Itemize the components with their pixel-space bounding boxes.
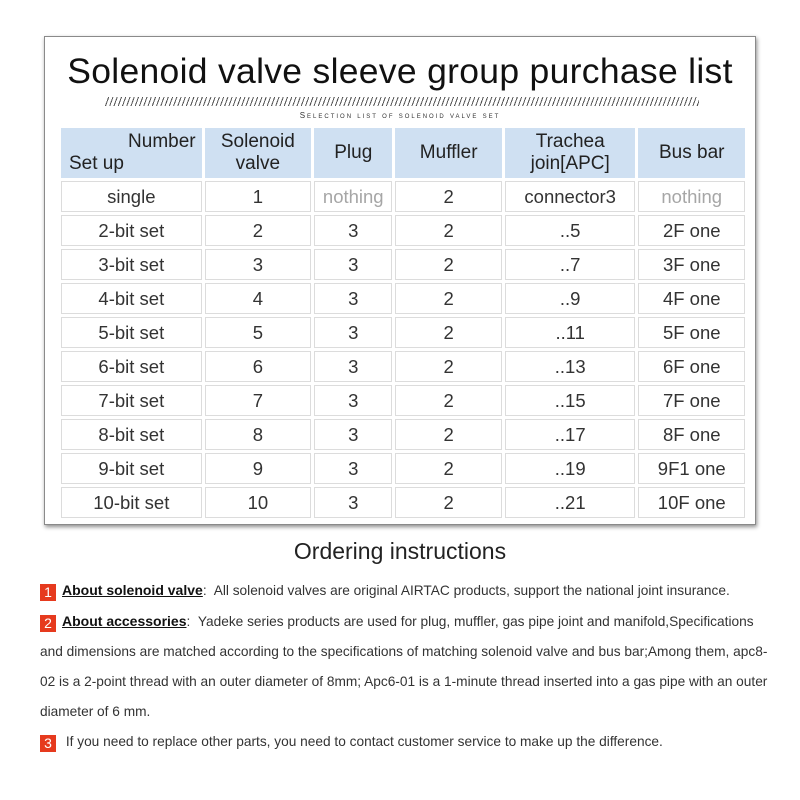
- cell-plug: 3: [314, 283, 392, 314]
- cell-solenoid-valve: 7: [205, 385, 311, 416]
- table-row: [61, 385, 745, 416]
- cell-bus-bar: 9F1 one: [638, 453, 745, 484]
- cell-plug: 3: [314, 317, 392, 348]
- cell-trachea-join: ..13: [505, 351, 636, 382]
- instruction-label: About solenoid valve: [62, 582, 203, 598]
- number-badge: 3: [40, 735, 56, 752]
- instruction-item-3: [40, 727, 780, 757]
- cell-solenoid-valve: 10: [205, 487, 311, 518]
- table-row: [61, 181, 745, 212]
- page-title: Solenoid valve sleeve group purchase list: [67, 51, 733, 91]
- cell-solenoid-valve: 3: [205, 249, 311, 280]
- cell-muffler: 2: [395, 181, 501, 212]
- cell-trachea-join: connector3: [505, 181, 636, 212]
- instruction-label: About accessories: [62, 613, 187, 629]
- cell-solenoid-valve: 2: [205, 215, 311, 246]
- purchase-list-card: [44, 36, 756, 525]
- cell-trachea-join: ..7: [505, 249, 636, 280]
- cell-bus-bar: nothing: [638, 181, 745, 212]
- table-row: [61, 215, 745, 246]
- cell-trachea-join: ..15: [505, 385, 636, 416]
- cell-bus-bar: 2F one: [638, 215, 745, 246]
- cell-bus-bar: 5F one: [638, 317, 745, 348]
- header-label: Plug: [334, 142, 373, 163]
- cell-solenoid-valve: 6: [205, 351, 311, 382]
- table-body: [61, 181, 745, 518]
- cell-muffler: 2: [395, 215, 501, 246]
- table-row: [61, 351, 745, 382]
- cell-plug: 3: [314, 419, 392, 450]
- cell-set-up: 8-bit set: [61, 419, 202, 450]
- cell-muffler: 2: [395, 487, 501, 518]
- table-subtitle: Selection list of solenoid valve set: [299, 111, 501, 120]
- cell-set-up: 6-bit set: [61, 351, 202, 382]
- cell-muffler: 2: [395, 453, 501, 484]
- instruction-text: All solenoid valves are original AIRTAC products, support the national joint insurance.: [213, 583, 730, 598]
- ordering-instructions-title: Ordering instructions: [293, 538, 507, 564]
- cell-solenoid-valve: 1: [205, 181, 311, 212]
- cell-bus-bar: 8F one: [638, 419, 745, 450]
- table-row: [61, 487, 745, 518]
- instruction-text: If you need to replace other parts, you need to contact customer service to make up the difference.: [65, 734, 663, 749]
- cell-set-up: 7-bit set: [61, 385, 202, 416]
- cell-solenoid-valve: 8: [205, 419, 311, 450]
- cell-muffler: 2: [395, 351, 501, 382]
- cell-plug: 3: [314, 215, 392, 246]
- header-trachea-join: [505, 128, 636, 178]
- ordering-instructions: [40, 575, 780, 757]
- header-solenoid-valve: [205, 128, 311, 178]
- header-corner-setup: Set up: [69, 153, 124, 174]
- cell-bus-bar: 4F one: [638, 283, 745, 314]
- cell-set-up: 3-bit set: [61, 249, 202, 280]
- table-row: [61, 317, 745, 348]
- cell-plug: 3: [314, 453, 392, 484]
- header-label: Trachea join[APC]: [530, 131, 610, 174]
- cell-solenoid-valve: 5: [205, 317, 311, 348]
- cell-set-up: 4-bit set: [61, 283, 202, 314]
- instruction-separator: :: [186, 614, 191, 629]
- cell-trachea-join: ..5: [505, 215, 636, 246]
- instruction-separator: :: [202, 583, 207, 598]
- header-muffler: [395, 128, 501, 178]
- header-corner: [61, 128, 202, 178]
- table-header-row: [61, 128, 745, 178]
- cell-trachea-join: ..17: [505, 419, 636, 450]
- header-bus-bar: [638, 128, 745, 178]
- number-badge: 1: [40, 584, 56, 601]
- cell-trachea-join: ..9: [505, 283, 636, 314]
- cell-bus-bar: 6F one: [638, 351, 745, 382]
- cell-muffler: 2: [395, 419, 501, 450]
- cell-solenoid-valve: 4: [205, 283, 311, 314]
- hatch-divider: [105, 97, 699, 106]
- cell-set-up: 2-bit set: [61, 215, 202, 246]
- cell-muffler: 2: [395, 249, 501, 280]
- cell-set-up: single: [61, 181, 202, 212]
- table-row: [61, 453, 745, 484]
- cell-muffler: 2: [395, 317, 501, 348]
- instruction-item-2: [40, 606, 780, 727]
- header-plug: [314, 128, 392, 178]
- table-row: [61, 249, 745, 280]
- cell-set-up: 9-bit set: [61, 453, 202, 484]
- header-label: Muffler: [419, 142, 478, 163]
- cell-muffler: 2: [395, 385, 501, 416]
- instruction-text: Yadeke series products are used for plug, muffler, gas pipe joint and manifold,Specifications and dimensions are matched according to the specifications of matching solenoid valve and bus bar;Among them, apc8-02 is a 2-point thread with an outer diameter of 8mm; Apc6-01 is a 1-minute thread inserted into a gas pipe with an outer diameter of 6 mm.: [40, 614, 768, 719]
- cell-bus-bar: 10F one: [638, 487, 745, 518]
- cell-set-up: 10-bit set: [61, 487, 202, 518]
- header-label: Bus bar: [659, 142, 725, 163]
- cell-set-up: 5-bit set: [61, 317, 202, 348]
- header-corner-number: Number: [128, 131, 196, 152]
- selection-table: [58, 125, 748, 521]
- header-label: Solenoid valve: [220, 131, 295, 174]
- cell-plug: 3: [314, 351, 392, 382]
- cell-trachea-join: ..21: [505, 487, 636, 518]
- cell-solenoid-valve: 9: [205, 453, 311, 484]
- cell-muffler: 2: [395, 283, 501, 314]
- instruction-item-1: [40, 575, 780, 606]
- table-row: [61, 419, 745, 450]
- cell-plug: 3: [314, 249, 392, 280]
- cell-plug: 3: [314, 385, 392, 416]
- number-badge: 2: [40, 615, 56, 632]
- cell-trachea-join: ..19: [505, 453, 636, 484]
- cell-plug: 3: [314, 487, 392, 518]
- cell-trachea-join: ..11: [505, 317, 636, 348]
- cell-bus-bar: 3F one: [638, 249, 745, 280]
- cell-plug: nothing: [314, 181, 392, 212]
- table-row: [61, 283, 745, 314]
- cell-bus-bar: 7F one: [638, 385, 745, 416]
